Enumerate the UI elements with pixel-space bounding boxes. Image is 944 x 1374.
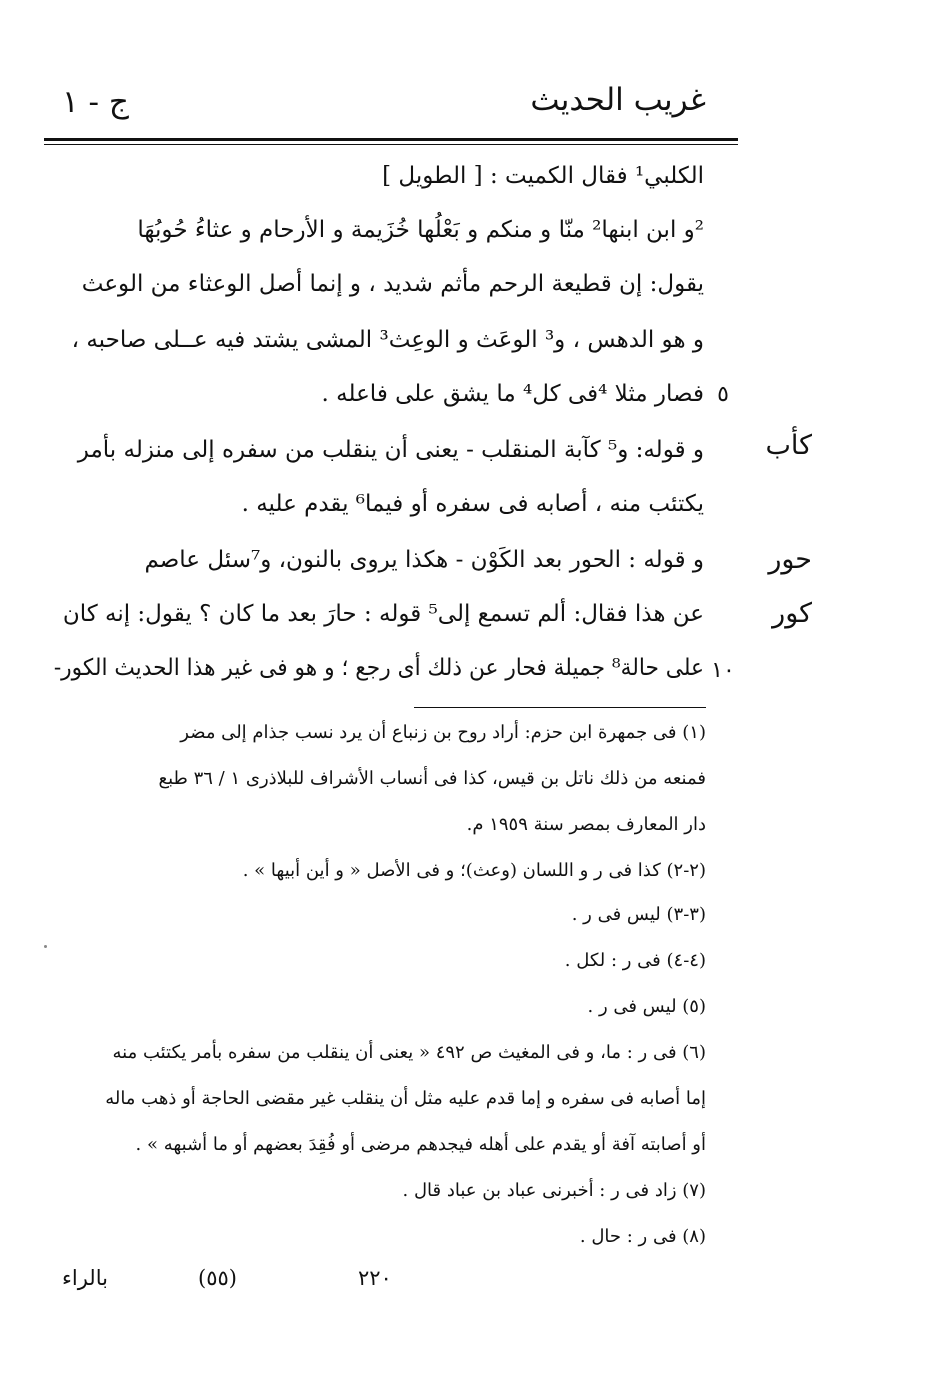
footnote-rule — [414, 707, 706, 708]
footnote-line: دار المعارف بمصر سنة ١٩٥٩ م. — [466, 814, 706, 835]
main-text-line: فصار مثلا ⁴فى كل⁴ ما يشق على فاعله . — [321, 381, 704, 407]
leaf-number: (٥٥) — [198, 1266, 237, 1290]
line-number: ١٠ — [711, 658, 735, 683]
footnote-line: (٣-٣) ليس فى ر . — [571, 904, 706, 925]
footnote-line: (٥) ليس فى ر . — [587, 996, 706, 1017]
header-rule-thin — [44, 144, 738, 145]
running-title: غريب الحديث — [530, 82, 706, 118]
footnote-line: (٧) زاد فى ر : أخبرنى عباد بن عباد قال . — [402, 1180, 706, 1201]
verse-line: ²و ابن ابنها² منّا و منكم و بَعْلُها خُزَيمة و الأرحام و عثاءُ حُوبُهَا — [137, 217, 704, 243]
main-text-line: و قوله: و⁵ كآبة المنقلب - يعنى أن ينقلب من سفره إلى منزله بأمر — [77, 437, 704, 463]
margin-headword: حور — [768, 544, 812, 575]
margin-headword: كور — [772, 598, 812, 629]
footnote-line: فمنعه من ذلك ناتل بن قيس، كذا فى أنساب الأشراف للبلاذرى ١ / ٣٦ طبع — [158, 768, 706, 789]
paper-speck — [44, 945, 47, 948]
main-text-line: على حالة⁸ جميلة فحار عن ذلك أى رجع ؛ و هو فى غير هذا الحديث الكور- — [53, 655, 704, 681]
catchword: بالراء — [62, 1266, 108, 1290]
main-text-line: و هو الدهس ، و³ الوعَث و الوعِث³ المشى يشتد فيه عــلى صاحبه ، — [71, 327, 704, 353]
volume-marker: ج - ١ — [62, 84, 129, 120]
main-text-line: يقول: إن قطيعة الرحم مأثم شديد ، و إنما أصل الوعثاء من الوعث — [81, 271, 704, 297]
footnote-line: إما أصابه فى سفره و إما قدم عليه مثل أن ينقلب غير مقضى الحاجة أو ذهب ماله — [105, 1088, 706, 1109]
footnote-line: (١) فى جمهرة ابن حزم: أراد روح بن زنباع أن يرد نسب جذام إلى مضر — [180, 722, 706, 743]
footnote-line: أو أصابته آفة أو يقدم على أهله فيجدهم مرضى أو فُقِدَ بعضهم أو ما أشبهه » . — [135, 1134, 706, 1155]
header-rule-thick — [44, 138, 738, 141]
line-number: ٥ — [717, 382, 729, 407]
main-text-line: و قوله : الحور بعد الكَوْن - هكذا يروى بالنون، و⁷سئل عاصم — [144, 547, 704, 573]
footnote-line: (٤-٤) فى ر : لكل . — [564, 950, 706, 971]
margin-headword: كأب — [765, 430, 812, 461]
footnote-line: (٨) فى ر : حال . — [579, 1226, 706, 1247]
main-text-line: الكلبي¹ فقال الكميت : [ الطويل ] — [382, 163, 704, 189]
footnote-line: (٢-٢) كذا فى ر و اللسان (وعث)؛ و فى الأصل « و أين أبيها » . — [242, 860, 706, 881]
page-number: ٢٢٠ — [358, 1266, 392, 1290]
main-text-line: عن هذا فقال: ألم تسمع إلى⁵ قوله : حارَ بعد ما كان ؟ يقول: إنه كان — [62, 601, 704, 627]
main-text-line: يكتئب منه ، أصابه فى سفره أو فيما⁶ يقدم عليه . — [241, 491, 704, 517]
footnote-line: (٦) فى ر : ما، و فى المغيث ص ٤٩٢ « يعنى أن ينقلب من سفره بأمر يكتئب منه — [112, 1042, 706, 1063]
